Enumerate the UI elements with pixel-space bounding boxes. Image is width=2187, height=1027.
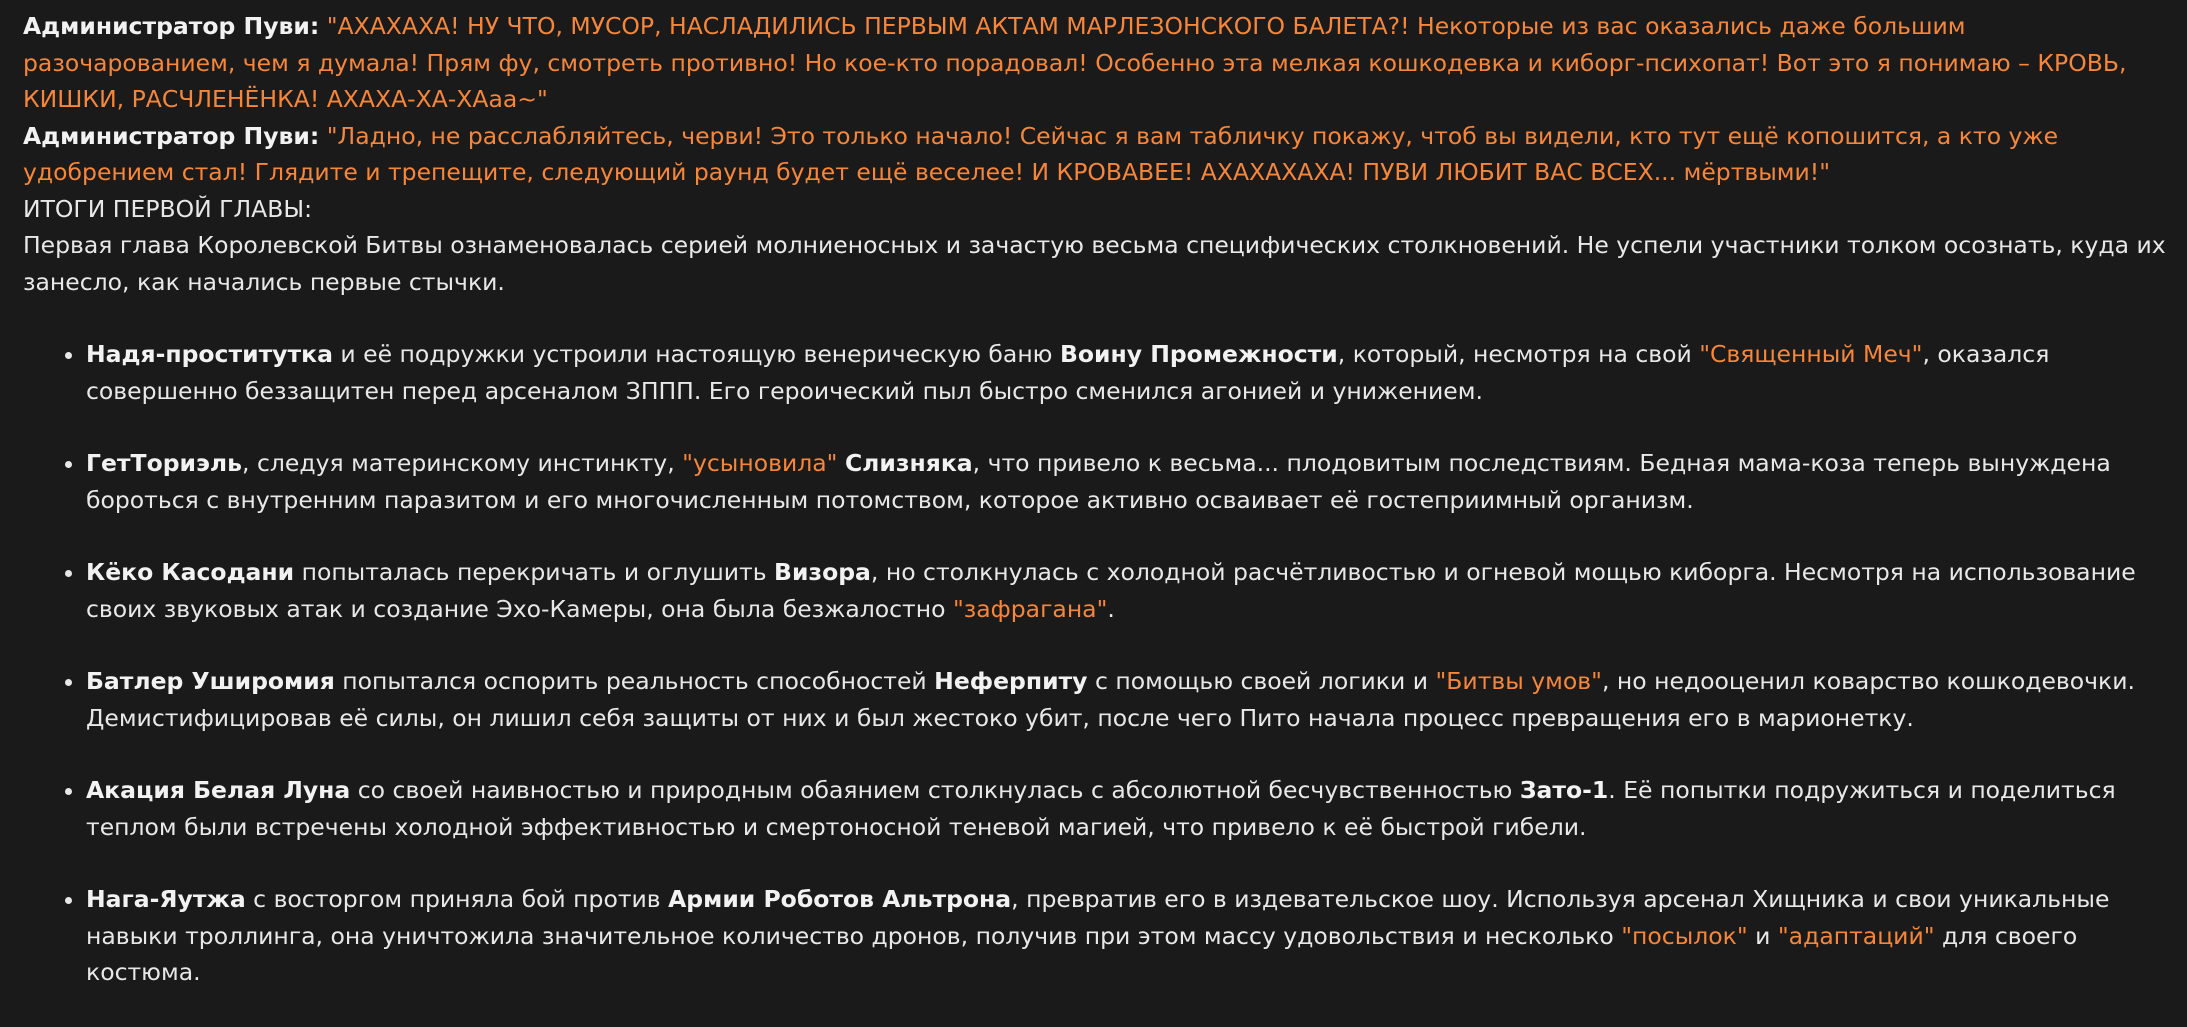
quoted-term: "посылок" [1621, 921, 1748, 950]
item-text: . Её попытки подружиться и поделиться теплом были встречены холодной эффективностью и смертоносной теневой магией, что привело к её быстрой гибели. [86, 776, 2116, 841]
opponent-name: Воину Промежности [1059, 340, 1338, 368]
opponent-name: Зато-1 [1519, 776, 1609, 804]
item-text: попыталась перекричать и оглушить [294, 558, 775, 586]
item-text: , но столкнулась с холодной расчётливостью и огневой мощью киборга. Несмотря на использование своих звуковых атак и создание Эхо-Камеры, она была безжалостно [86, 558, 2136, 623]
fighter-name: Кёко Касодани [86, 558, 295, 586]
item-text: с помощью своей логики и [1087, 667, 1436, 695]
speaker-name: Администратор Пуви: [23, 121, 320, 150]
quoted-term: "усыновила" [682, 449, 838, 477]
list-item [86, 663, 2173, 736]
fighter-name: ГетТориэль [86, 449, 242, 477]
fighter-name: Батлер Уширомия [86, 667, 335, 695]
item-text: со своей наивностью и природным обаянием столкнулась с абсолютной бесчувственностью [350, 776, 1520, 804]
item-text: , но недооценил коварство кошкодевочки. Демистифицировав её силы, он лишил себя защиты от них и был жестоко убит, после чего Пито начала процесс превращения его в марионетку. [86, 667, 2135, 732]
admin-message [23, 118, 2173, 191]
list-item [86, 336, 2173, 409]
item-text: , который, несмотря на свой [1337, 340, 1700, 368]
item-text: , следуя материнскому инстинкту, [242, 449, 683, 477]
item-text: , превратив его в издевательское шоу. Используя арсенал Хищника и свои уникальные навыки троллинга, она уничтожила значительное количество дронов, получив при этом массу удовольствия и несколько [86, 885, 2110, 950]
item-text: для своего костюма. [86, 921, 2078, 986]
admin-message [23, 8, 2173, 118]
quoted-term: "зафрагана" [952, 594, 1108, 623]
speaker-name: Администратор Пуви: [23, 12, 320, 40]
list-item [86, 554, 2173, 627]
list-item [86, 881, 2173, 991]
opponent-name: Армии Роботов Альтрона [668, 885, 1012, 913]
item-text: попытался оспорить реальность способностей [334, 667, 935, 695]
battle-results-list [23, 336, 2173, 991]
opponent-name: Слизняка [844, 449, 973, 477]
item-text: , что привело к весьма... плодовитым последствиям. Бедная мама-коза теперь вынуждена бороться с внутренним паразитом и его многочисленным потомством, которое активно осваивает её гостеприимный организм. [86, 449, 2111, 514]
admin-quote: "АХАХАХА! НУ ЧТО, МУСОР, НАСЛАДИЛИСЬ ПЕРВЫМ АКТАМ МАРЛЕЗОНСКОГО БАЛЕТА?! Некоторые из вас оказались даже большим разочарованием, чем я думала! Прям фу, смотреть противно! Но кое-кто порадовал! Особенно эта мелкая кошкодевка и киборг-психопат! Вот это я понимаю – КРОВЬ, КИШКИ, РАСЧЛЕНЁНКА! АХАХА-ХА-ХАаа~" [23, 12, 2127, 113]
fighter-name: Надя-проститутка [86, 340, 333, 368]
opponent-name: Неферпиту [934, 667, 1088, 695]
item-text: , оказался совершенно беззащитен перед арсеналом ЗППП. Его героический пыл быстро сменился агонией и унижением. [86, 340, 2050, 405]
fighter-name: Нага-Яутжа [86, 885, 246, 913]
chapter-summary [23, 191, 2173, 301]
list-item [86, 772, 2173, 845]
item-text: и [1747, 921, 1778, 950]
quoted-term: "адаптаций" [1777, 921, 1935, 950]
summary-intro: Первая глава Королевской Битвы ознаменовалась серией молниеносных и зачастую весьма специфических столкновений. Не успели участники толком осознать, куда их занесло, как начались первые стычки. [23, 231, 2166, 296]
item-text [837, 449, 844, 477]
fighter-name: Акация Белая Луна [86, 776, 351, 804]
quoted-term: "Священный Меч" [1699, 340, 1923, 368]
item-text: и её подружки устроили настоящую венерическую баню [332, 340, 1060, 368]
summary-heading: ИТОГИ ПЕРВОЙ ГЛАВЫ: [23, 194, 313, 223]
item-text: . [1107, 594, 1115, 623]
list-item [86, 445, 2173, 518]
opponent-name: Визора [774, 558, 871, 586]
admin-quote: "Ладно, не расслабляйтесь, черви! Это только начало! Сейчас я вам табличку покажу, чтоб вы видели, кто тут ещё копошится, а кто уже удобрением стал! Глядите и трепещите, следующий раунд будет ещё веселее! И КРОВАВЕЕ! АХАХАХАХА! ПУВИ ЛЮБИТ ВАС ВСЕХ... мёртвыми!" [23, 121, 2059, 186]
item-text: с восторгом приняла бой против [245, 885, 669, 913]
chat-transcript [23, 8, 2173, 1027]
quoted-term: "Битвы умов" [1435, 667, 1602, 695]
